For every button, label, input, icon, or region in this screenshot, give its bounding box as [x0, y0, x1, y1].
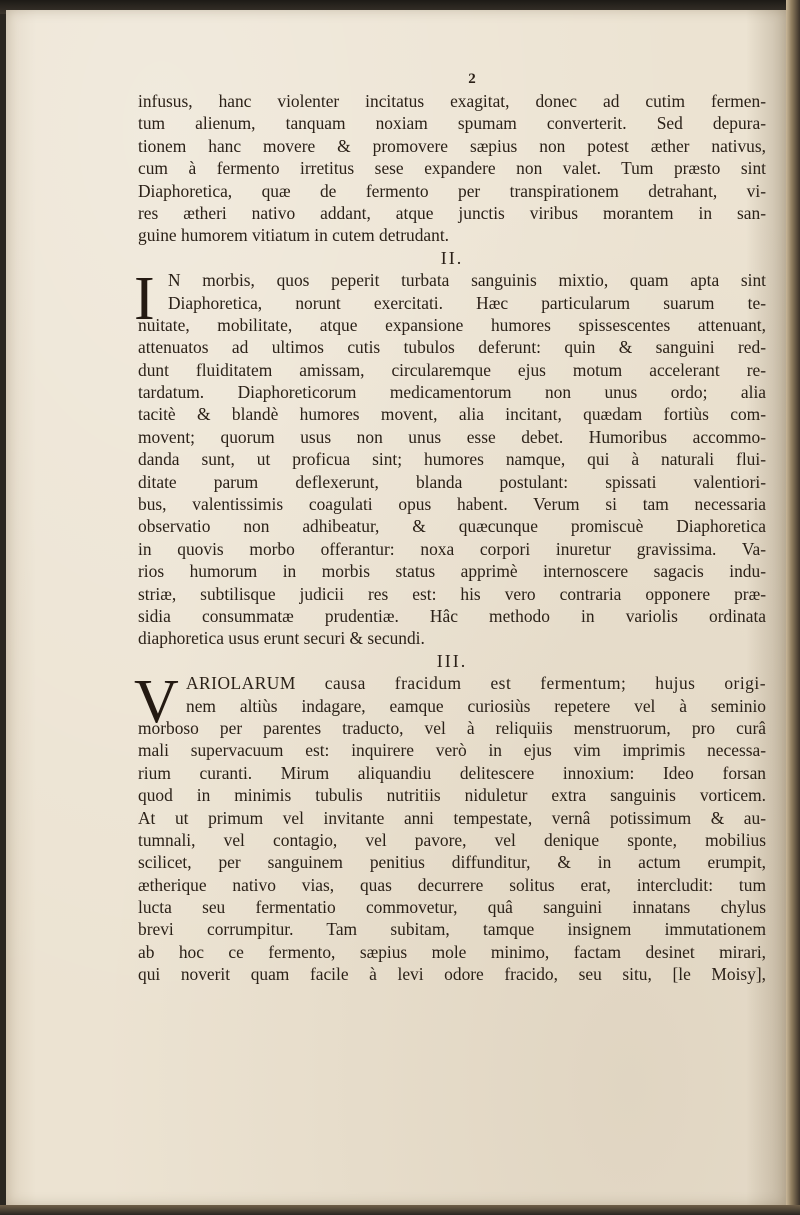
text-line: tionem hanc movere & promovere sæpius non potest æther nativus,	[138, 135, 766, 156]
text-line: ab hoc ce fermento, sæpius mole minimo, factam desinet mirari,	[138, 941, 766, 962]
text-line: tardatum. Diaphoreticorum medicamentorum non unus ordo; alia	[138, 382, 766, 403]
text-line: ætherique nativo vias, quas decurrere solitus erat, intercludit: tum	[138, 874, 766, 895]
text-line: observatio non adhibeatur, & quæcunque promiscuè Diaphoretica	[138, 516, 766, 537]
text-line: in quovis morbo offerantur: noxa corpori inuretur gravissima. Va-	[138, 538, 766, 559]
section-heading-3: III.	[436, 650, 468, 671]
text-line: ditate parum deflexerunt, blanda postulant: spissati valentiori-	[138, 471, 766, 492]
text-line: rium curanti. Mirum aliquandiu delitescere innoxium: Ideo forsan	[138, 762, 766, 783]
text-line: diaphoretica usus erunt securi & secundi.	[138, 628, 425, 649]
text-line: lucta seu fermentatio commovetur, quâ sanguini innatans chylus	[138, 897, 766, 918]
text-line: Diaphoretica, quæ de fermento per transpirationem detrahant, vi-	[138, 180, 766, 201]
text-line: tacitè & blandè humores movent, alia incitant, quædam fortiùs com-	[138, 404, 766, 425]
text-line: danda sunt, ut proficua sint; humores namque, qui à naturali flui-	[138, 449, 766, 470]
text-line: tum alienum, tanquam noxiam spumam converterit. Sed depura-	[138, 113, 766, 134]
text-line: brevi corrumpitur. Tam subitam, tamque insignem immutationem	[138, 919, 766, 940]
text-line: tumnali, vel contagio, vel pavore, vel denique sponte, mobilius	[138, 829, 766, 850]
text-line: qui noverit quam facile à levi odore fracido, seu situ, [le Moisy],	[138, 964, 766, 985]
text-line: rios humorum in morbis status apprimè internoscere sagacis indu-	[138, 561, 766, 582]
section-heading-2: II.	[440, 247, 464, 268]
text-line: N morbis, quos peperit turbata sanguinis mixtio, quam apta sint	[168, 270, 766, 291]
text-line: striæ, subtilisque judicii res est: his vero contraria opponere præ-	[138, 583, 766, 604]
page-number: 2	[468, 71, 476, 87]
text-line: At ut primum vel invitante anni tempestate, vernâ potissimum & au-	[138, 807, 766, 828]
dropcap-letter: I	[134, 265, 155, 334]
text-line: bus, valentissimis coagulati opus habent. Verum si tam necessaria	[138, 494, 766, 515]
text-line: cum à fermento irretitus sese expandere non valet. Tum præsto sint	[138, 158, 766, 179]
paragraph-2	[134, 265, 766, 650]
paragraph-1	[138, 90, 766, 247]
dropcap-letter: V	[134, 668, 179, 737]
text-line: res ætheri nativo addant, atque junctis viribus morantem in san-	[138, 202, 766, 223]
paragraph-3	[134, 668, 766, 985]
text-line: guine humorem vitiatum in cutem detrudant.	[138, 225, 450, 246]
page-text	[134, 68, 766, 986]
text-line: nem altiùs indagare, eamque curiosiùs repetere vel à seminio	[186, 695, 766, 716]
text-line: sidia consummatæ prudentiæ. Hâc methodo in variolis ordinata	[138, 605, 766, 626]
text-line: mali supervacuum est: inquirere verò in ejus vim imprimis necessa-	[138, 740, 766, 761]
text-line: attenuatos ad ultimos cutis tubulos deferunt: quin & sanguini red-	[138, 337, 766, 358]
book-bottom-edge	[0, 1205, 800, 1215]
text-line: morboso per parentes traducto, vel à reliquiis menstruorum, pro curâ	[138, 717, 766, 738]
text-line: nuitate, mobilitate, atque expansione humores spissescentes attenuant,	[138, 314, 766, 335]
text-line: infusus, hanc violenter incitatus exagitat, donec ad cutim fermen-	[138, 91, 766, 111]
text-line: movent; quorum usus non unus esse debet. Humoribus accommo-	[138, 426, 766, 447]
text-line: quod in minimis tubulis nutritiis niduletur extra sanguinis vorticem.	[138, 785, 766, 806]
book-right-edge	[786, 0, 800, 1215]
text-line: ARIOLARUM causa fracidum est fermentum; hujus origi-	[186, 673, 766, 694]
text-line: Diaphoretica, norunt exercitati. Hæc particularum suarum te-	[168, 292, 766, 313]
text-line: dunt fluiditatem amissam, circularemque ejus motum accelerant re-	[138, 359, 766, 380]
text-line: scilicet, per sanguinem penitius diffunditur, & in actum erumpit,	[138, 852, 766, 873]
